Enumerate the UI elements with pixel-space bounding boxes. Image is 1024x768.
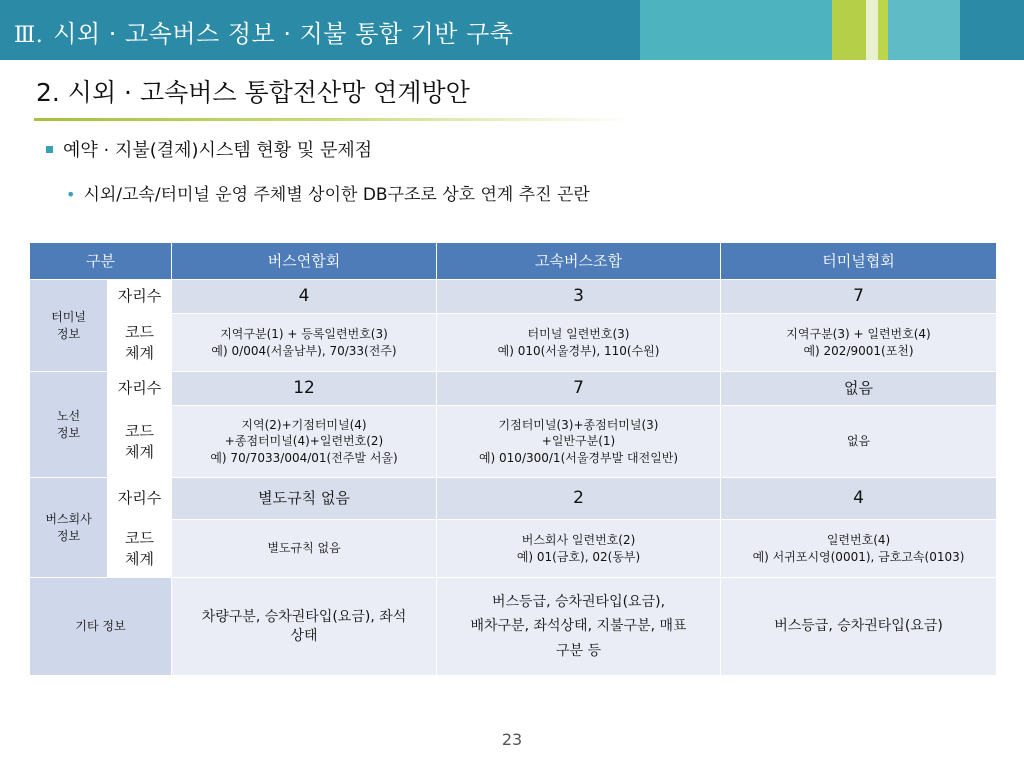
cell-line: 상태 — [290, 627, 318, 644]
table-cell: 4 — [172, 280, 437, 314]
cell-line: 없음 — [846, 434, 871, 449]
column-header: 구분 — [30, 243, 172, 280]
cell-line: 예) 01(금호), 02(동부) — [516, 549, 641, 564]
table-row — [30, 372, 997, 406]
row-label-line: 체계 — [125, 549, 154, 568]
table-cell: 3 — [437, 280, 721, 314]
table-cell — [721, 406, 997, 478]
cell-line: 터미널 일련번호(3) — [527, 327, 630, 342]
table-row — [30, 406, 997, 478]
cell-line: 예) 202/9001(포천) — [803, 343, 914, 358]
column-header: 버스연합회 — [172, 243, 437, 280]
cell-line: 버스회사 일련번호(2) — [521, 533, 636, 548]
title-underline — [34, 118, 634, 121]
table-cell: 없음 — [721, 372, 997, 406]
square-bullet-icon — [46, 146, 53, 153]
table-cell: 7 — [721, 280, 997, 314]
header-decoration — [866, 0, 878, 60]
cell-line: 지역(2)+기점터미널(4) — [241, 418, 367, 433]
cell-line: 예) 0/004(서울남부), 70/33(전주) — [211, 343, 397, 358]
category-line: 정보 — [56, 425, 81, 440]
category-line: 노선 — [56, 409, 81, 424]
table-row — [30, 520, 997, 578]
cell-line: 차량구분, 승차권타입(요금), 좌석 — [201, 608, 407, 625]
header-decoration — [960, 0, 1024, 60]
chapter-title — [14, 14, 513, 48]
column-header: 고속버스조합 — [437, 243, 721, 280]
chapter-title-text: 시외 · 고속버스 정보 · 지불 통합 기반 구축 — [53, 20, 514, 48]
table-cell: 7 — [437, 372, 721, 406]
row-label: 자리수 — [108, 280, 172, 314]
cell-line: 예) 서귀포시영(0001), 금호고속(0103) — [752, 549, 965, 564]
table-cell: 12 — [172, 372, 437, 406]
row-label — [108, 520, 172, 578]
cell-line: 예) 010/300/1(서울경부발 대전일반) — [478, 450, 679, 465]
table-cell: 2 — [437, 478, 721, 520]
row-label: 자리수 — [108, 478, 172, 520]
row-label-line: 체계 — [125, 343, 154, 362]
bullet-level2-text: 시외/고속/터미널 운영 주체별 상이한 DB구조로 상호 연계 추진 곤란 — [83, 185, 590, 205]
bullet-level1-text: 예약 · 지불(결제)시스템 현황 및 문제점 — [63, 140, 373, 161]
table-cell — [172, 314, 437, 372]
table-row — [30, 314, 997, 372]
row-category — [30, 372, 108, 478]
page-number: 23 — [501, 730, 523, 749]
table-cell: 별도규칙 없음 — [172, 478, 437, 520]
cell-line: 구분 등 — [556, 642, 602, 659]
cell-line: 버스등급, 승차권타입(요금) — [774, 618, 943, 635]
category-line: 정보 — [56, 326, 81, 341]
header-decoration — [832, 0, 866, 60]
header-decoration — [878, 0, 888, 60]
category-line: 정보 — [56, 528, 81, 543]
comparison-table — [29, 242, 997, 676]
table-cell — [721, 314, 997, 372]
row-label-line: 코드 — [125, 422, 154, 441]
category-line: 터미널 — [51, 310, 86, 325]
category-line: 버스회사 — [45, 512, 92, 527]
header-decoration — [640, 0, 832, 60]
cell-line: +일반구분(1) — [541, 434, 616, 449]
table-cell: 4 — [721, 478, 997, 520]
table-cell — [172, 406, 437, 478]
cell-line: 버스등급, 승차권타입(요금), — [491, 593, 666, 610]
cell-line: 예) 70/7033/004/01(전주발 서울) — [210, 450, 398, 465]
table-row — [30, 478, 997, 520]
table-row — [30, 578, 997, 676]
row-label-line: 코드 — [125, 323, 154, 342]
row-category — [30, 478, 108, 578]
bullet-level1 — [46, 136, 372, 162]
row-category: 기타 정보 — [30, 578, 172, 676]
row-label — [108, 314, 172, 372]
table-cell — [172, 578, 437, 676]
cell-line: 별도규칙 없음 — [267, 541, 341, 556]
cell-line: +종점터미널(4)+일련번호(2) — [224, 434, 384, 449]
row-label: 자리수 — [108, 372, 172, 406]
table-cell — [437, 406, 721, 478]
table-cell — [721, 520, 997, 578]
chapter-number: Ⅲ. — [14, 23, 44, 48]
row-label-line: 코드 — [125, 529, 154, 548]
table-cell — [437, 578, 721, 676]
cell-line: 일련번호(4) — [826, 533, 891, 548]
table-row — [30, 280, 997, 314]
table-cell — [437, 314, 721, 372]
cell-line: 예) 010(서울경부), 110(수원) — [497, 343, 660, 358]
cell-line: 지역구분(3) + 일련번호(4) — [786, 327, 931, 342]
cell-line: 지역구분(1) + 등록일련번호(3) — [220, 327, 388, 342]
section-title: 2. 시외 · 고속버스 통합전산망 연계방안 — [36, 78, 470, 107]
table-cell — [437, 520, 721, 578]
row-label-line: 체계 — [125, 442, 154, 461]
table-cell — [172, 520, 437, 578]
dot-bullet-icon: • — [66, 185, 76, 204]
column-header: 터미널협회 — [721, 243, 997, 280]
cell-line: 배차구분, 좌석상태, 지불구분, 매표 — [470, 618, 687, 635]
row-category — [30, 280, 108, 372]
row-label — [108, 406, 172, 478]
cell-line: 기점터미널(3)+종점터미널(3) — [498, 418, 659, 433]
bullet-level2 — [66, 180, 590, 205]
header-band — [0, 0, 1024, 60]
table-header-row — [30, 243, 997, 280]
table-cell — [721, 578, 997, 676]
